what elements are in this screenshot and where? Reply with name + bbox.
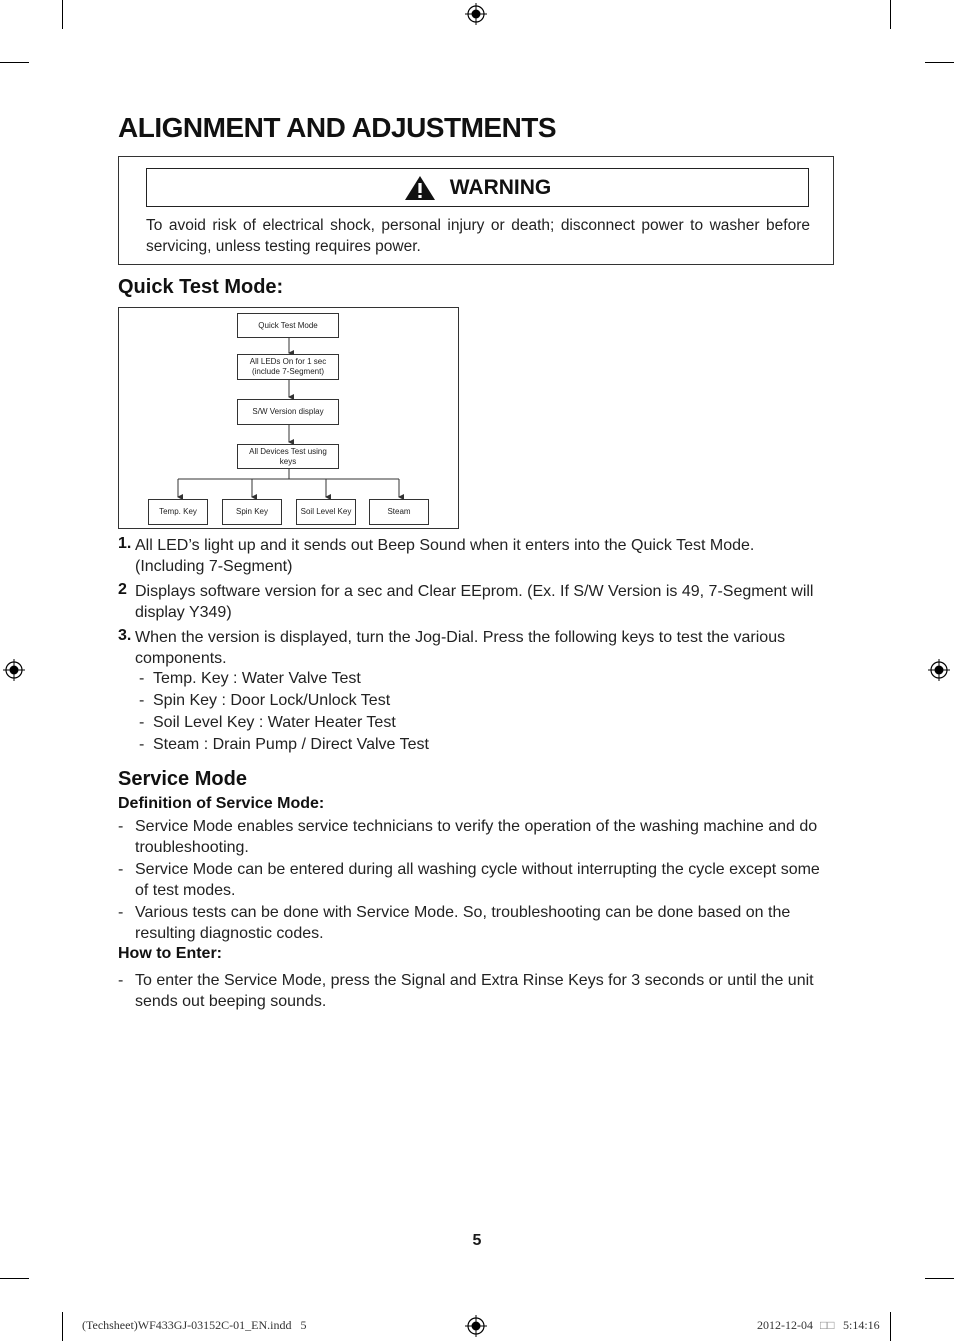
crop-mark xyxy=(62,0,63,29)
list-dash: - xyxy=(139,714,145,731)
registration-mark-icon xyxy=(465,1315,487,1337)
warning-box xyxy=(118,156,834,265)
sub-list-item: Steam : Drain Pump / Direct Valve Test xyxy=(153,736,429,753)
flow-key-soil-level: Soil Level Key xyxy=(296,499,356,525)
list-dash: - xyxy=(118,861,124,878)
crop-mark xyxy=(0,62,29,63)
definition-item: Service Mode enables service technicians to verify the operation of the washing machine and do troubleshooting. xyxy=(135,818,818,856)
crop-mark xyxy=(0,1278,29,1279)
list-dash: - xyxy=(118,818,124,835)
list-item: When the version is displayed, turn the Jog-Dial. Press the following keys to test the various components. xyxy=(135,629,786,667)
list-dash: - xyxy=(118,972,124,989)
warning-triangle-icon xyxy=(404,175,436,201)
sub-list-item: Soil Level Key : Water Heater Test xyxy=(153,714,396,731)
list-item-number: 3. xyxy=(118,627,132,644)
list-item-number: 1. xyxy=(118,535,132,552)
service-mode-heading: Service Mode xyxy=(118,768,247,790)
registration-mark-icon xyxy=(928,659,950,681)
registration-mark-icon xyxy=(465,3,487,25)
list-item-number: 2 xyxy=(118,581,127,598)
list-dash: - xyxy=(139,692,145,709)
footer-date: 2012-12-04 xyxy=(757,1318,813,1332)
list-dash: - xyxy=(118,904,124,921)
sub-list-item: Temp. Key : Water Valve Test xyxy=(153,670,361,687)
flow-key-temp: Temp. Key xyxy=(148,499,208,525)
flow-key-spin: Spin Key xyxy=(222,499,282,525)
warning-text: To avoid risk of electrical shock, personal injury or death; disconnect power to washer before servicing, unless testing requires power. xyxy=(146,217,810,255)
flow-step-all-leds: All LEDs On for 1 sec (include 7-Segment) xyxy=(237,354,339,380)
crop-mark xyxy=(925,1278,954,1279)
how-to-enter-heading: How to Enter: xyxy=(118,945,222,962)
definition-item: Various tests can be done with Service Mode. So, troubleshooting can be done based on the resulting diagnostic codes. xyxy=(135,904,791,942)
list-item: Displays software version for a sec and Clear EEprom. (Ex. If S/W Version is 49, 7-Segment will display Y349) xyxy=(135,583,814,621)
registration-mark-icon xyxy=(3,659,25,681)
flow-key-steam: Steam xyxy=(369,499,429,525)
page-number: 5 xyxy=(472,1232,482,1249)
crop-mark xyxy=(62,1312,63,1341)
quick-test-heading: Quick Test Mode: xyxy=(118,276,284,298)
flow-step-quick-test: Quick Test Mode xyxy=(237,313,339,338)
footer-filename: (Techsheet)WF433GJ-03152C-01_EN.indd 5 xyxy=(82,1318,307,1332)
footer-box-chars: □□ xyxy=(820,1318,835,1332)
list-dash: - xyxy=(139,736,145,753)
warning-header xyxy=(146,168,809,207)
page-title: ALIGNMENT AND ADJUSTMENTS xyxy=(118,112,557,143)
how-to-enter-item: To enter the Service Mode, press the Signal and Extra Rinse Keys for 3 seconds or until the unit sends out beeping sounds. xyxy=(135,972,814,1010)
definition-item: Service Mode can be entered during all washing cycle without interrupting the cycle except some of test modes. xyxy=(135,861,820,899)
sub-list-item: Spin Key : Door Lock/Unlock Test xyxy=(153,692,391,709)
warning-label: WARNING xyxy=(449,175,552,199)
definition-heading: Definition of Service Mode: xyxy=(118,795,325,812)
crop-mark xyxy=(890,1312,891,1341)
quick-test-flowchart xyxy=(118,307,459,529)
list-item: All LED’s light up and it sends out Beep Sound when it enters into the Quick Test Mode. (Including 7-Segment) xyxy=(135,537,755,575)
footer-time: 5:14:16 xyxy=(843,1318,880,1332)
flow-step-sw-version: S/W Version display xyxy=(237,399,339,425)
crop-mark xyxy=(925,62,954,63)
crop-mark xyxy=(890,0,891,29)
flow-step-device-test: All Devices Test using keys xyxy=(237,444,339,469)
list-dash: - xyxy=(139,670,145,687)
